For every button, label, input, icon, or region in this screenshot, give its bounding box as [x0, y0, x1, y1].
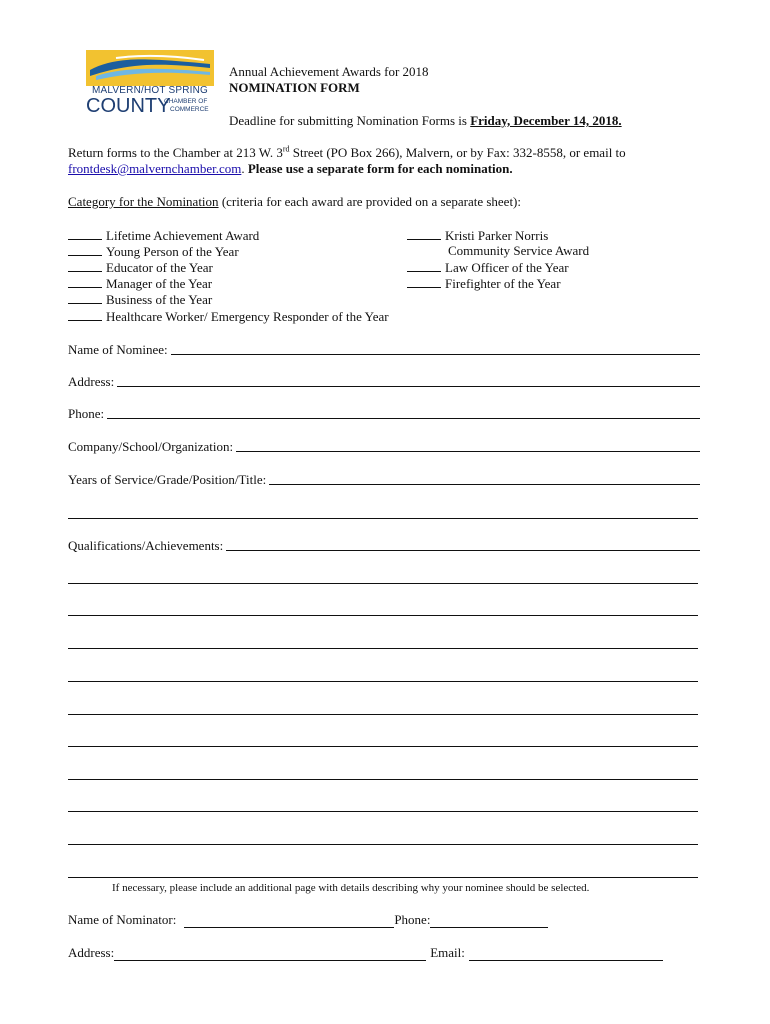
- deadline-date: Friday, December 14, 2018: [470, 113, 619, 128]
- nominator-phone-line[interactable]: [430, 915, 548, 928]
- category-label: Young Person of the Year: [106, 244, 239, 259]
- category-option-lifetime[interactable]: [68, 227, 259, 244]
- nominator-address-line[interactable]: [114, 948, 426, 961]
- nominator-name-label: Name of Nominator:: [68, 912, 177, 927]
- deadline-prefix: Deadline for submitting Nomination Forms is: [229, 113, 471, 128]
- blank-line[interactable]: [68, 583, 698, 584]
- nominator-name-line[interactable]: [184, 915, 394, 928]
- separate-form-note: Please use a separate form for each nomination.: [247, 161, 513, 176]
- checkbox-blank[interactable]: [68, 275, 102, 288]
- nominee-phone-label: Phone:: [68, 406, 105, 421]
- category-option-law-officer[interactable]: [407, 259, 569, 276]
- return-contact-text: Street (PO Box 266), Malvern, or by Fax: 332-8558, or email to: [289, 145, 626, 160]
- nominator-phone-label: Phone:: [394, 912, 431, 927]
- category-option-firefighter[interactable]: [407, 275, 561, 292]
- logo-line2: COUNTY: [86, 95, 171, 117]
- nominator-email-label: Email:: [430, 945, 465, 960]
- nominee-years-line[interactable]: [269, 484, 700, 485]
- logo-line1: MALVERN/HOT SPRING: [91, 85, 209, 96]
- nominee-name-line[interactable]: [171, 354, 700, 355]
- logo-wave-graphic: [86, 50, 214, 86]
- blank-line[interactable]: [68, 648, 698, 649]
- checkbox-blank[interactable]: [68, 308, 102, 321]
- return-info-line1: [68, 145, 626, 161]
- nominee-address-label: Address:: [68, 374, 115, 389]
- return-info-line2: [68, 161, 513, 177]
- nominee-address-line[interactable]: [117, 386, 700, 387]
- award-year-line: Annual Achievement Awards for 2018: [229, 64, 429, 79]
- category-label: Business of the Year: [106, 292, 213, 307]
- blank-line[interactable]: [68, 615, 698, 616]
- category-label: Firefighter of the Year: [445, 276, 561, 291]
- blank-line[interactable]: [68, 779, 698, 780]
- category-label-continued: Community Service Award: [448, 243, 590, 258]
- nominee-address-field[interactable]: [68, 374, 700, 390]
- blank-line[interactable]: [68, 746, 698, 747]
- category-option-kristi-parker-norris[interactable]: [407, 227, 548, 244]
- deadline-suffix: .: [618, 113, 622, 128]
- nominee-phone-line[interactable]: [107, 418, 700, 419]
- nominator-address-label: Address:: [68, 945, 115, 960]
- nominee-company-field[interactable]: [68, 439, 700, 455]
- category-label: Kristi Parker Norris: [445, 228, 549, 243]
- category-option-business[interactable]: [68, 291, 212, 308]
- category-label: Healthcare Worker/ Emergency Responder of the Year: [106, 309, 389, 324]
- checkbox-blank[interactable]: [68, 259, 102, 272]
- blank-line[interactable]: [68, 811, 698, 812]
- nominee-company-line[interactable]: [236, 451, 700, 452]
- qualifications-label: Qualifications/Achievements:: [68, 538, 224, 553]
- nominee-phone-field[interactable]: [68, 406, 700, 422]
- nominator-row: [68, 912, 548, 928]
- logo-line3a: CHAMBER OF: [164, 98, 208, 105]
- blank-line[interactable]: [68, 877, 698, 878]
- category-title: Category for the Nomination: [68, 194, 219, 209]
- blank-line[interactable]: [68, 844, 698, 845]
- category-label: Educator of the Year: [106, 260, 213, 275]
- nominee-name-field[interactable]: [68, 342, 700, 358]
- return-address-text: Return forms to the Chamber at 213 W. 3: [68, 145, 283, 160]
- qualifications-field[interactable]: [68, 538, 700, 554]
- checkbox-blank[interactable]: [407, 259, 441, 272]
- nominator-email-line[interactable]: [469, 948, 663, 961]
- checkbox-blank[interactable]: [68, 243, 102, 256]
- nominator-address-row: [68, 945, 663, 961]
- chamber-logo: [86, 50, 214, 118]
- blank-line[interactable]: [68, 681, 698, 682]
- category-label: Lifetime Achievement Award: [106, 228, 260, 243]
- nominee-years-label: Years of Service/Grade/Position/Title:: [68, 472, 267, 487]
- category-option-manager[interactable]: [68, 275, 212, 292]
- additional-page-note: If necessary, please include an additional page with details describing why your nominee should be selected.: [112, 882, 590, 894]
- checkbox-blank[interactable]: [407, 227, 441, 240]
- ordinal-suffix: rd: [282, 144, 290, 154]
- checkbox-blank[interactable]: [68, 227, 102, 240]
- category-option-healthcare[interactable]: [68, 308, 389, 325]
- nominee-company-label: Company/School/Organization:: [68, 439, 234, 454]
- category-heading: [68, 194, 521, 210]
- form-title: NOMINATION FORM: [229, 80, 360, 95]
- separator-text: .: [241, 161, 248, 176]
- checkbox-blank[interactable]: [407, 275, 441, 288]
- blank-line[interactable]: [68, 518, 698, 519]
- qualifications-line[interactable]: [226, 550, 700, 551]
- email-link[interactable]: frontdesk@malvernchamber.com: [68, 161, 242, 176]
- category-label: Manager of the Year: [106, 276, 213, 291]
- category-option-educator[interactable]: [68, 259, 213, 276]
- blank-line[interactable]: [68, 714, 698, 715]
- deadline-line: [229, 113, 622, 129]
- logo-line3b: COMMERCE: [170, 106, 209, 113]
- category-option-young-person[interactable]: [68, 243, 239, 260]
- nominee-name-label: Name of Nominee:: [68, 342, 168, 357]
- category-note: (criteria for each award are provided on a separate sheet):: [218, 194, 522, 209]
- checkbox-blank[interactable]: [68, 291, 102, 304]
- category-label: Law Officer of the Year: [445, 260, 569, 275]
- nominee-years-field[interactable]: [68, 472, 700, 488]
